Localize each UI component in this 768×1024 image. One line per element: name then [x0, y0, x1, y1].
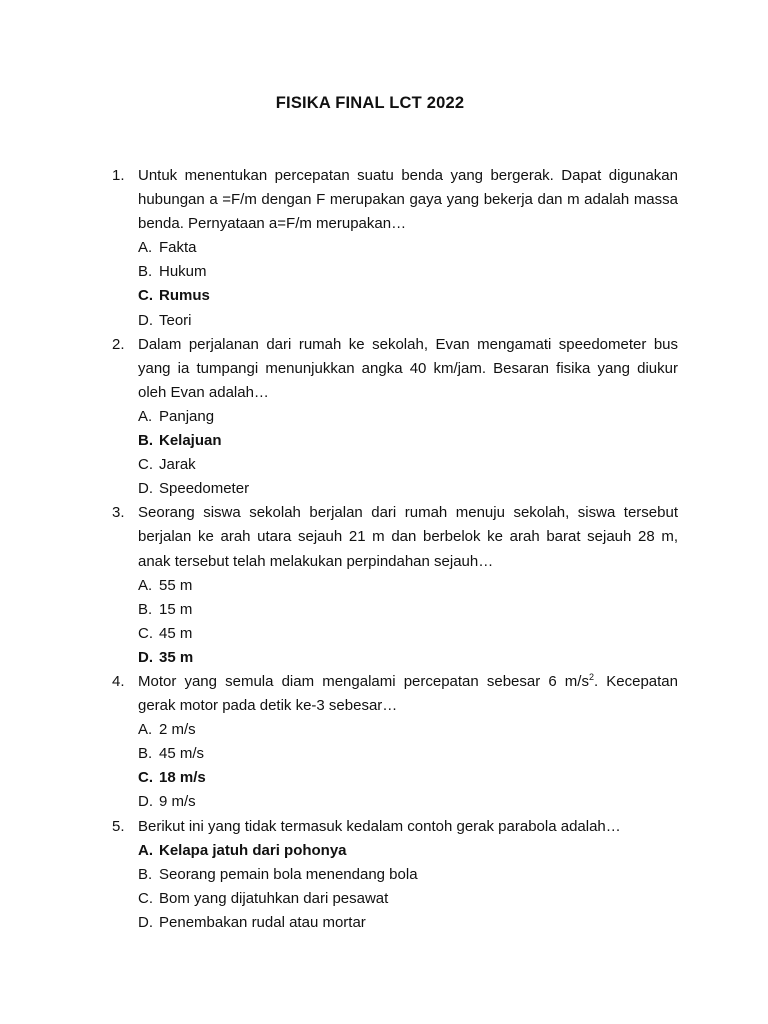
option-b	[138, 260, 678, 284]
question-text-part: Motor yang semula diam mengalami percepatan sebesar 6 m/s	[138, 672, 589, 690]
option-letter: B.	[138, 600, 153, 618]
option-text: 15 m	[159, 600, 193, 618]
question-2	[112, 333, 678, 502]
question-text: Berikut ini yang tidak termasuk kedalam contoh gerak parabola adalah…	[138, 817, 621, 835]
option-a-correct-answer	[138, 839, 678, 863]
option-text: Teori	[159, 311, 192, 329]
option-letter: A.	[138, 841, 153, 859]
option-letter: C.	[138, 456, 153, 474]
question-4	[112, 670, 678, 815]
option-a	[138, 405, 678, 429]
option-c	[138, 887, 678, 911]
option-letter: B.	[138, 432, 153, 450]
option-text: Kelajuan	[159, 432, 222, 450]
option-letter: D.	[138, 793, 153, 811]
option-a	[138, 574, 678, 598]
option-list	[138, 236, 678, 332]
option-d-correct-answer	[138, 646, 678, 670]
option-text: Rumus	[159, 287, 210, 305]
question-number: 5.	[112, 817, 125, 835]
option-text: 18 m/s	[159, 769, 206, 787]
option-a	[138, 236, 678, 260]
option-d	[138, 309, 678, 333]
option-letter: A.	[138, 576, 153, 594]
option-letter: A.	[138, 721, 153, 739]
option-letter: B.	[138, 745, 153, 763]
question-number: 4.	[112, 672, 125, 690]
option-letter: A.	[138, 239, 153, 257]
question-number: 2.	[112, 335, 125, 353]
option-text: Fakta	[159, 239, 197, 257]
question-text: Untuk menentukan percepatan suatu benda yang bergerak. Dapat digunakan hubungan a =F/m dengan F merupakan gaya yang bekerja dan m adalah massa benda. Pernyataan a=F/m merupakan…	[138, 167, 678, 233]
option-d	[138, 477, 678, 501]
option-b	[138, 742, 678, 766]
question-number: 3.	[112, 504, 125, 522]
option-text: Seorang pemain bola menendang bola	[159, 865, 418, 883]
option-text: 45 m/s	[159, 745, 205, 763]
option-c-correct-answer	[138, 766, 678, 790]
question-text-part: . Kecepatan gerak motor pada detik ke-3 sebesar…	[138, 672, 678, 715]
option-text: Speedometer	[159, 480, 250, 498]
superscript-exponent: 2	[588, 671, 594, 682]
option-letter: D.	[138, 648, 153, 666]
option-text: 2 m/s	[159, 721, 196, 739]
option-text: Penembakan rudal atau mortar	[159, 913, 366, 931]
option-text: Kelapa jatuh dari pohonya	[159, 841, 347, 859]
option-letter: D.	[138, 311, 153, 329]
option-letter: A.	[138, 407, 153, 425]
option-text: 35 m	[159, 648, 194, 666]
option-text: 45 m	[159, 624, 193, 642]
option-text: Jarak	[159, 456, 196, 474]
option-c	[138, 453, 678, 477]
question-3	[112, 501, 678, 670]
option-d	[138, 911, 678, 935]
question-1	[112, 164, 678, 333]
option-letter: B.	[138, 865, 153, 883]
question-list	[112, 164, 678, 935]
option-letter: C.	[138, 889, 153, 907]
option-list	[138, 718, 678, 814]
option-list	[138, 839, 678, 935]
question-text: Dalam perjalanan dari rumah ke sekolah, Evan mengamati speedometer bus yang ia tumpangi menunjukkan angka 40 km/jam. Besaran fisika yang diukur oleh Evan adalah…	[138, 335, 678, 401]
option-list	[138, 574, 678, 670]
option-text: 9 m/s	[159, 793, 196, 811]
option-c-correct-answer	[138, 284, 678, 308]
question-text: Seorang siswa sekolah berjalan dari rumah menuju sekolah, siswa tersebut berjalan ke arah utara sejauh 21 m dan berbelok ke arah barat sejauh 28 m, anak tersebut telah melakukan perpindahan sejauh…	[138, 504, 678, 570]
option-letter: C.	[138, 287, 153, 305]
option-d	[138, 790, 678, 814]
option-text: Panjang	[159, 407, 215, 425]
option-b-correct-answer	[138, 429, 678, 453]
question-5	[112, 815, 678, 935]
option-letter: C.	[138, 624, 153, 642]
question-text	[138, 670, 678, 718]
option-c	[138, 622, 678, 646]
option-text: 55 m	[159, 576, 193, 594]
option-text: Bom yang dijatuhkan dari pesawat	[159, 889, 389, 907]
option-letter: D.	[138, 913, 153, 931]
option-letter: D.	[138, 480, 153, 498]
option-a	[138, 718, 678, 742]
option-letter: C.	[138, 769, 153, 787]
option-b	[138, 598, 678, 622]
option-text: Hukum	[159, 263, 207, 281]
option-list	[138, 405, 678, 501]
option-b	[138, 863, 678, 887]
page-title: FISIKA FINAL LCT 2022	[275, 94, 465, 112]
option-letter: B.	[138, 263, 153, 281]
question-number: 1.	[112, 167, 125, 184]
